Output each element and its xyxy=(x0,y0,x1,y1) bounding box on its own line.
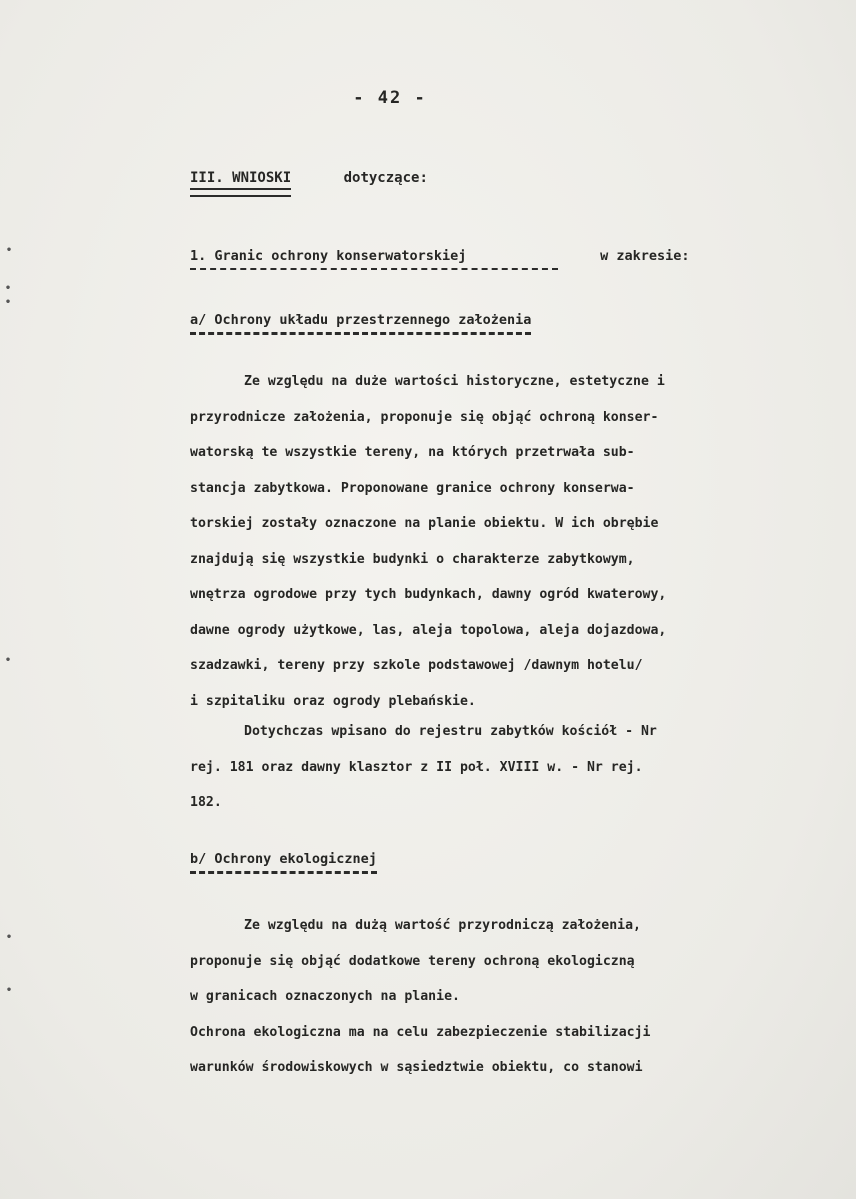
double-underline xyxy=(190,188,291,197)
text-line: warunków środowiskowych w sąsiedztwie obiektu, co stanowi xyxy=(190,1060,643,1075)
text-line: Ze względu na dużą wartość przyrodniczą założenia, xyxy=(244,918,641,933)
section-1-heading xyxy=(190,248,690,270)
margin-mark: • xyxy=(5,655,12,666)
chapter-heading xyxy=(190,170,428,197)
text-line: proponuje się objąć dodatkowe tereny ochroną ekologiczną xyxy=(190,953,635,969)
text-line: znajdują się wszystkie budynki o charakterze zabytkowym, xyxy=(190,551,635,567)
text-line: Ochrona ekologiczna ma na celu zabezpieczenie stabilizacji xyxy=(190,1024,651,1040)
text-line: Dotychczas wpisano do rejestru zabytków kościół - Nr xyxy=(244,724,657,739)
subsection-a-title: a/ Ochrony układu przestrzennego założenia xyxy=(190,312,532,328)
text-line: 182. xyxy=(190,795,222,810)
subsection-a-heading xyxy=(190,312,531,335)
section-1-title: 1. Granic ochrony konserwatorskiej xyxy=(190,248,467,264)
section-1-underline xyxy=(190,266,558,270)
text-line: stancja zabytkowa. Proponowane granice ochrony konserwa- xyxy=(190,480,635,496)
margin-mark: • xyxy=(6,932,13,943)
text-line: szadzawki, tereny przy szkole podstawowej /dawnym hotelu/ xyxy=(190,658,643,673)
chapter-subtitle: dotyczące: xyxy=(343,170,428,186)
subsection-b-heading xyxy=(190,851,377,874)
section-1-title-block xyxy=(190,248,558,270)
subsection-a-paragraph xyxy=(190,364,820,719)
margin-mark: • xyxy=(5,297,12,308)
subsection-b-paragraph xyxy=(190,908,820,1086)
margin-mark: • xyxy=(6,985,13,996)
text-line: i szpitaliku oraz ogrody plebańskie. xyxy=(190,693,476,709)
text-line: przyrodnicze założenia, proponuje się objąć ochroną konser- xyxy=(190,409,659,425)
text-line: wnętrza ogrodowe przy tych budynkach, dawny ogród kwaterowy, xyxy=(190,587,667,602)
section-1-tail: w zakresie: xyxy=(600,248,690,264)
margin-mark: • xyxy=(6,245,13,256)
subsection-b-title: b/ Ochrony ekologicznej xyxy=(190,851,377,867)
subsection-a-paragraph-2 xyxy=(190,714,820,821)
text-line: rej. 181 oraz dawny klasztor z II poł. XVIII w. - Nr rej. xyxy=(190,759,643,775)
margin-mark: • xyxy=(5,283,12,294)
subsection-b-underline xyxy=(190,868,377,874)
page-number: - 42 - xyxy=(353,88,427,108)
text-line: torskiej zostały oznaczone na planie obiektu. W ich obrębie xyxy=(190,516,659,531)
chapter-title-block xyxy=(190,170,291,197)
text-line: Ze względu na duże wartości historyczne, estetyczne i xyxy=(244,374,665,389)
chapter-title: III. WNIOSKI xyxy=(190,170,292,186)
subsection-a-underline xyxy=(190,329,531,335)
text-line: w granicach oznaczonych na planie. xyxy=(190,989,460,1004)
text-line: dawne ogrody użytkowe, las, aleja topolowa, aleja dojazdowa, xyxy=(190,622,667,638)
text-line: watorską te wszystkie tereny, na których przetrwała sub- xyxy=(190,445,635,460)
